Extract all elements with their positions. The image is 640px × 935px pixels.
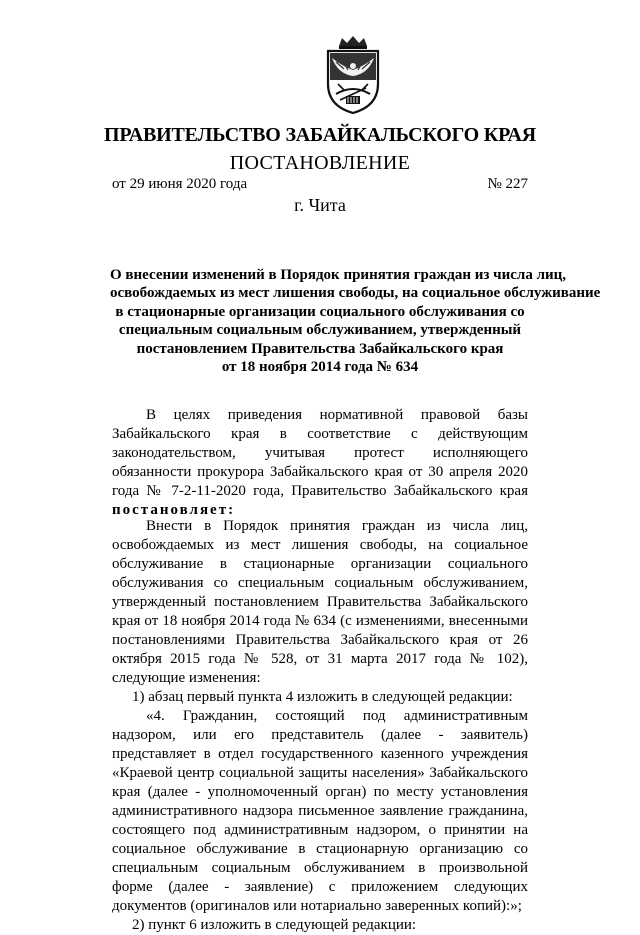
title-line: постановлением Правительства Забайкальского края — [136, 340, 504, 357]
title-line: О внесении изменений в Порядок принятия граждан из числа лиц, — [110, 267, 567, 283]
amendment-item-2: 2) пункт 6 изложить в следующей редакции: — [132, 917, 417, 933]
title-line: освобождаемых из мест лишения свободы, на социальное обслуживание — [110, 285, 601, 302]
amendments-section — [112, 517, 528, 935]
document-title — [110, 266, 601, 376]
document-type: ПОСТАНОВЛЕНИЕ — [229, 152, 411, 174]
preamble-paragraph — [112, 406, 528, 520]
amendment-item-1: 1) абзац первый пункта 4 изложить в следующей редакции: — [132, 689, 513, 705]
document-number: № 227 — [487, 176, 528, 192]
government-name: ПРАВИТЕЛЬСТВО ЗАБАЙКАЛЬСКОГО КРАЯ — [103, 124, 537, 146]
document-date: от 29 июня 2020 года — [112, 176, 248, 192]
title-line: от 18 ноября 2014 года № 634 — [221, 359, 419, 376]
amendments-intro: Внести в Порядок принятия граждан из числа лиц, освобождаемых из мест лишения свободы, на социальное обслуживание в стационарные организации социального обслуживания со специальным социальным обслуживанием, утвержденный постановлением Правительства Забайкальского края от 18 ноября 2014 года № 634 (с изменениями, внесенными постановлениями Правительства Забайкальского края от 26 октября 2015 года № 528, от 31 марта 2017 года № 102), следующие изменения: — [112, 518, 528, 686]
coat-of-arms-icon — [322, 36, 384, 114]
amendment-quote: «4. Гражданин, состоящий под административным надзором, или его представитель (далее - заявитель) представляет в отдел государственного казенного учреждения «Краевой центр социальной защиты населения» Забайкальского края (далее - уполномоченный орган) по месту установления административного надзора письменное заявление гражданина, состоящего под административным надзором, о принятии на социальное обслуживание в стационарную организацию со специальным социальным обслуживанием в произвольной форме (далее - заявление) с приложением следующих документов (оригиналов или нотариально заверенных копий):»; — [112, 708, 528, 914]
decree-word: постановляет: — [112, 502, 236, 518]
title-line: в стационарные организации социального обслуживания со — [115, 303, 525, 320]
document-city: г. Чита — [294, 195, 346, 215]
preamble-text: В целях приведения нормативной правовой базы Забайкальского края в соответствие с действующим законодательством, учитывая протест исполняющего обязанности прокурора Забайкальского края от 30 апреля 2020 года № 7-2-11-2020 года, Правительство Забайкальского края — [112, 407, 528, 499]
title-line: специальным социальным обслуживанием, утвержденный — [118, 322, 522, 339]
